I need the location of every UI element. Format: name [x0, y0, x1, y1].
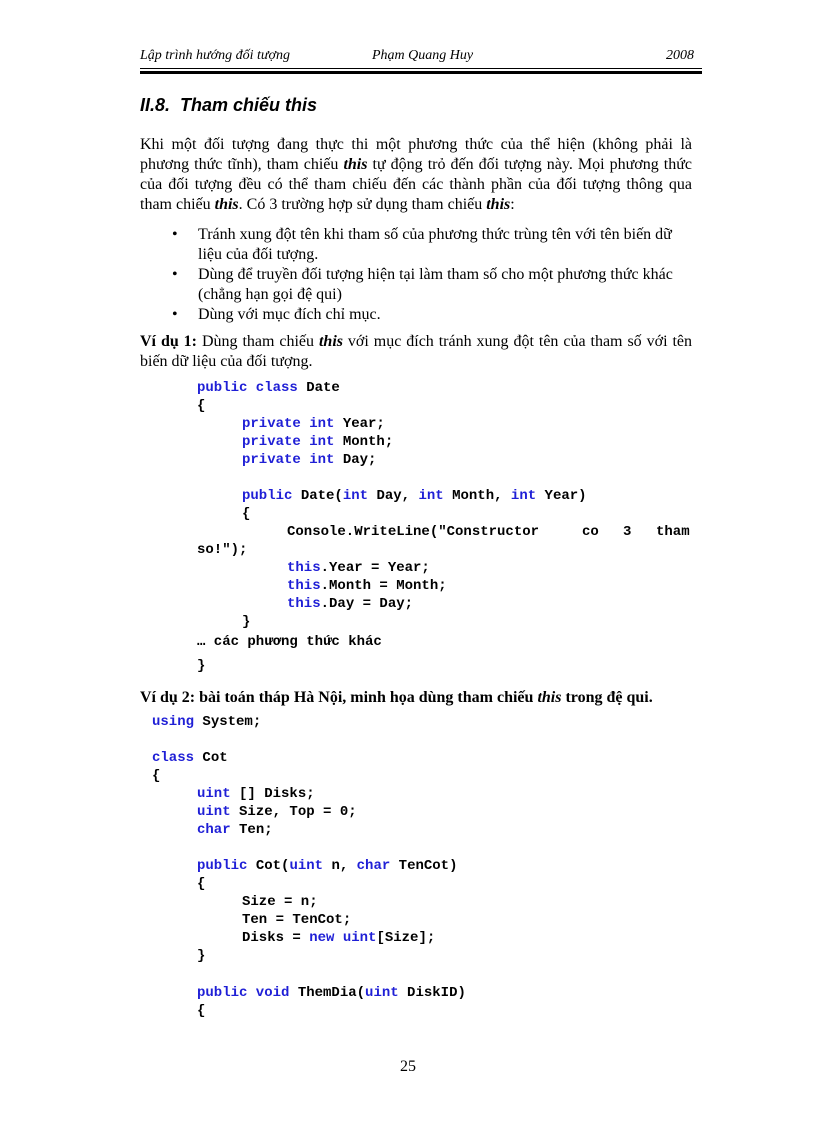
bullet-icon: •	[172, 306, 178, 323]
code-keyword: char	[356, 858, 391, 874]
bullet-text: Dùng với mục đích chỉ mục.	[198, 306, 381, 323]
code-keyword: private int	[242, 416, 335, 432]
code-line	[197, 379, 340, 397]
code-line: … các phương thức khác	[197, 634, 382, 650]
code-text: ThemDia(	[289, 985, 366, 1001]
intro-this-2: this	[214, 196, 239, 213]
section-number: II.8.	[140, 95, 171, 115]
code-text: Cot(	[247, 858, 290, 874]
code-keyword: class	[152, 750, 195, 766]
code-line: {	[242, 506, 251, 522]
bullet-text: Tránh xung đột tên khi tham số của phương thức trùng tên với tên biến dữ liệu của đối tượng.	[198, 226, 672, 263]
code-keyword: uint	[365, 985, 399, 1001]
header-year: 2008	[666, 48, 694, 63]
code-text: Size, Top = 0;	[230, 804, 357, 820]
code-line	[242, 929, 435, 947]
code-line: {	[197, 1003, 206, 1019]
code-text: Day,	[368, 488, 419, 504]
code-keyword: int	[510, 488, 537, 504]
code-text: Ten;	[230, 822, 273, 838]
code-text: Date	[297, 380, 340, 396]
code-line: so!");	[197, 542, 248, 558]
code-line	[197, 821, 273, 839]
code-line: {	[197, 876, 206, 892]
code-text: n,	[323, 858, 357, 874]
usage-bullet-list	[172, 225, 692, 325]
code-line: {	[197, 398, 206, 414]
list-item	[172, 225, 692, 265]
code-line	[287, 577, 447, 595]
code-line: }	[197, 658, 206, 674]
intro-text-1: Khi một đối tượng đang thực thi một phương thức của thể hiện (không phải là phương thức tĩnh), tham chiếu	[140, 136, 692, 173]
code-line: }	[242, 614, 251, 630]
code-text: Month,	[443, 488, 511, 504]
list-item	[172, 305, 692, 325]
code-keyword: uint	[342, 930, 377, 946]
intro-this-1: this	[343, 156, 368, 173]
intro-paragraph	[140, 135, 692, 215]
header-rule-thin	[140, 68, 702, 69]
code-text	[334, 930, 342, 946]
code-line: }	[197, 948, 206, 964]
code-line: Size = n;	[242, 894, 318, 910]
code-keyword: uint	[197, 804, 231, 820]
code-keyword: this	[287, 560, 321, 576]
intro-text-4: :	[510, 196, 515, 213]
bullet-icon: •	[172, 226, 178, 243]
code-keyword: private int	[242, 434, 335, 450]
code-line: Ten = TenCot;	[242, 912, 352, 928]
code-keyword: int	[342, 488, 369, 504]
code-line	[242, 451, 376, 469]
section-title: Tham chiếu this	[180, 95, 318, 115]
code-keyword: public	[242, 488, 293, 504]
code-text: Day;	[334, 452, 377, 468]
header-rule-thick	[140, 71, 702, 74]
code-text: .Month = Month;	[320, 578, 447, 594]
header-book-title: Lập trình hướng đối tượng	[140, 48, 291, 63]
code-text: Year;	[334, 416, 385, 432]
code-line	[197, 984, 466, 1002]
code-text: Month;	[334, 434, 394, 450]
code-line: tham	[656, 524, 690, 540]
intro-text-2: tự động trỏ đến đối tượng này. Mọi phương thức của đối tượng đều có thể tham chiếu đến các thành phần của đối tượng thông qua tham chiếu	[140, 156, 692, 213]
example-1-text-1: Dùng tham chiếu	[197, 333, 319, 350]
code-text: DiskID)	[398, 985, 466, 1001]
bullet-text: Dùng để truyền đối tượng hiện tại làm tham số cho một phương thức khác (chẳng hạn gọi đệ qui)	[198, 266, 673, 303]
code-keyword: public class	[197, 380, 298, 396]
code-keyword: this	[287, 578, 321, 594]
code-text: .Year = Year;	[320, 560, 430, 576]
code-line	[197, 785, 315, 803]
example-2-label: Ví dụ 2: bài toán tháp Hà Nội, minh họa dùng tham chiếu	[140, 689, 538, 706]
intro-text-3: . Có 3 trường hợp sử dụng tham chiếu	[238, 196, 487, 213]
code-keyword: public	[197, 858, 248, 874]
code-line	[242, 433, 393, 451]
code-line	[197, 857, 457, 875]
code-text: Date(	[292, 488, 343, 504]
intro-this-3: this	[486, 196, 511, 213]
code-line: 3	[623, 524, 632, 540]
code-line: Console.WriteLine("Constructor	[287, 524, 540, 540]
code-text: Cot	[194, 750, 228, 766]
code-keyword: uint	[289, 858, 324, 874]
code-line	[242, 487, 587, 505]
example-1-label: Ví dụ 1:	[140, 333, 198, 350]
code-text: Disks =	[242, 930, 310, 946]
example-2-this: this	[537, 689, 562, 706]
code-line	[287, 595, 413, 613]
code-keyword: private int	[242, 452, 335, 468]
example-1-text-2: với mục đích tránh xung đột tên của tham số với tên biến dữ liệu của đối tượng.	[140, 333, 692, 370]
example-2-tail: trong đệ qui.	[561, 689, 653, 706]
code-text: .Day = Day;	[320, 596, 414, 612]
code-keyword: uint	[197, 786, 231, 802]
code-line: co	[582, 524, 599, 540]
example-1-paragraph	[140, 332, 692, 372]
code-text: TenCot)	[390, 858, 458, 874]
example-2-paragraph	[140, 688, 692, 708]
example-1-this: this	[318, 333, 343, 350]
bullet-icon: •	[172, 266, 178, 283]
code-line	[152, 713, 261, 731]
list-item	[172, 265, 692, 305]
code-keyword: using	[152, 714, 195, 730]
header-author: Phạm Quang Huy	[372, 48, 474, 63]
code-line	[197, 803, 357, 821]
code-keyword: this	[287, 596, 321, 612]
code-text: Year)	[536, 488, 587, 504]
code-text: [] Disks;	[230, 786, 315, 802]
code-line	[242, 415, 385, 433]
code-text: System;	[194, 714, 262, 730]
code-keyword: public void	[197, 985, 290, 1001]
code-keyword: new	[309, 930, 335, 946]
code-keyword: char	[197, 822, 231, 838]
code-keyword: int	[418, 488, 444, 504]
section-heading	[140, 95, 317, 116]
code-line	[287, 559, 430, 577]
code-line: {	[152, 768, 161, 784]
code-text: [Size];	[376, 930, 436, 946]
code-line	[152, 749, 228, 767]
page-number: 25	[400, 1058, 416, 1075]
